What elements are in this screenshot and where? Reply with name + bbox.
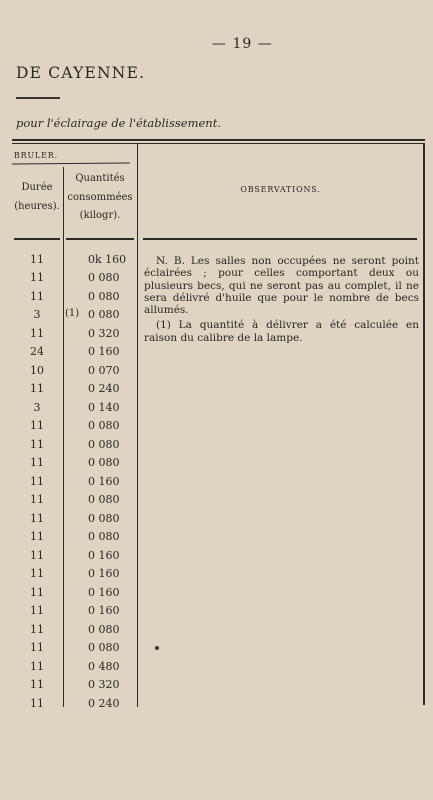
table-right-border xyxy=(423,143,425,705)
cell-quantite: 0 080 xyxy=(88,512,120,525)
cell-duree: 11 xyxy=(30,660,44,673)
cell-marker: (1) xyxy=(65,308,80,319)
cell-quantite: 0 160 xyxy=(88,345,120,358)
column-header-quantites-line2: consommées xyxy=(67,191,133,203)
cell-duree: 11 xyxy=(30,271,44,284)
table-row xyxy=(0,549,137,567)
table-row xyxy=(0,308,137,326)
cell-quantite: 0 080 xyxy=(88,623,120,636)
table-row xyxy=(0,327,137,345)
cell-quantite: 0 140 xyxy=(88,401,120,414)
table-row xyxy=(0,660,137,678)
observation-note-nb xyxy=(144,255,419,316)
ink-dot xyxy=(155,646,159,650)
cell-quantite: 0 160 xyxy=(88,604,120,617)
table-row xyxy=(0,438,137,456)
column-header-duree-line2: (heures). xyxy=(14,201,60,212)
table-row xyxy=(0,530,137,548)
cell-quantite: 0 080 xyxy=(88,493,120,506)
column-header-quantites-line1: Quantités xyxy=(75,173,125,184)
cell-quantite: 0 080 xyxy=(88,438,120,451)
cell-quantite: 0 240 xyxy=(88,382,120,395)
cell-duree: 24 xyxy=(30,345,44,358)
cell-duree: 11 xyxy=(30,623,44,636)
column-header-quantites-line3: (kilogr). xyxy=(79,210,121,221)
observation-note-1 xyxy=(144,319,419,344)
table-row xyxy=(0,586,137,604)
page-heading: DE CAYENNE. xyxy=(16,64,146,82)
table-row xyxy=(0,623,137,641)
cell-quantite: 0 080 xyxy=(88,456,120,469)
table-row xyxy=(0,567,137,585)
table-body xyxy=(0,0,137,800)
cell-duree: 11 xyxy=(30,604,44,617)
cell-duree: 3 xyxy=(33,401,41,414)
cell-quantite: 0 160 xyxy=(88,549,120,562)
cell-quantite: 0 080 xyxy=(88,530,120,543)
cell-duree: 11 xyxy=(30,512,44,525)
table-row xyxy=(0,364,137,382)
table-row xyxy=(0,475,137,493)
table-subtitle: pour l'éclairage de l'établissement. xyxy=(16,116,221,130)
table-row xyxy=(0,493,137,511)
group-header-bruler: BRULER. xyxy=(14,151,58,160)
cell-duree: 3 xyxy=(33,308,41,321)
cell-quantite: 0 080 xyxy=(88,271,120,284)
table-row xyxy=(0,271,137,289)
cell-duree: 11 xyxy=(30,530,44,543)
cell-quantite: 0 320 xyxy=(88,678,120,691)
table-row xyxy=(0,253,137,271)
cell-duree: 11 xyxy=(30,438,44,451)
table-row xyxy=(0,512,137,530)
table-row xyxy=(0,382,137,400)
cell-quantite: 0 080 xyxy=(88,419,120,432)
column-header-observations: OBSERVATIONS. xyxy=(240,185,321,194)
table-row xyxy=(0,604,137,622)
table-row xyxy=(0,419,137,437)
cell-duree: 11 xyxy=(30,641,44,654)
cell-quantite: 0 240 xyxy=(88,697,120,710)
table-row xyxy=(0,401,137,419)
column-divider-observations xyxy=(137,143,138,707)
cell-quantite: 0 080 xyxy=(88,290,120,303)
header-rule-observations xyxy=(143,238,417,240)
observation-note-1-text: (1) La quantité à délivrer a été calculée en raison du calibre de la lampe. xyxy=(144,319,419,344)
observation-note-nb-text: N. B. Les salles non occupées ne seront point éclairées ; pour celles comportant deux ou plusieurs becs, qui ne seront pas au complet, il ne sera délivré d'huile que pour le nombre de becs allumés. xyxy=(144,255,419,317)
table-row xyxy=(0,678,137,696)
cell-duree: 11 xyxy=(30,549,44,562)
cell-quantite: 0 160 xyxy=(88,567,120,580)
cell-quantite: 0k 160 xyxy=(88,253,127,266)
cell-duree: 11 xyxy=(30,678,44,691)
page-number: — 19 — xyxy=(212,36,273,52)
cell-quantite: 0 080 xyxy=(88,308,120,321)
cell-duree: 11 xyxy=(30,419,44,432)
cell-duree: 11 xyxy=(30,475,44,488)
cell-duree: 11 xyxy=(30,456,44,469)
cell-duree: 11 xyxy=(30,697,44,710)
observations-text xyxy=(144,255,419,344)
cell-duree: 11 xyxy=(30,586,44,599)
cell-duree: 11 xyxy=(30,567,44,580)
cell-quantite: 0 160 xyxy=(88,586,120,599)
cell-duree: 10 xyxy=(30,364,44,377)
cell-duree: 11 xyxy=(30,253,44,266)
cell-duree: 11 xyxy=(30,290,44,303)
cell-duree: 11 xyxy=(30,493,44,506)
column-header-duree-line1: Durée xyxy=(21,182,53,193)
table-row xyxy=(0,697,137,715)
table-row xyxy=(0,456,137,474)
cell-quantite: 0 480 xyxy=(88,660,120,673)
cell-quantite: 0 070 xyxy=(88,364,120,377)
cell-duree: 11 xyxy=(30,382,44,395)
cell-quantite: 0 080 xyxy=(88,641,120,654)
cell-quantite: 0 160 xyxy=(88,475,120,488)
cell-quantite: 0 320 xyxy=(88,327,120,340)
table-row xyxy=(0,345,137,363)
cell-duree: 11 xyxy=(30,327,44,340)
table-row xyxy=(0,641,137,659)
table-row xyxy=(0,290,137,308)
